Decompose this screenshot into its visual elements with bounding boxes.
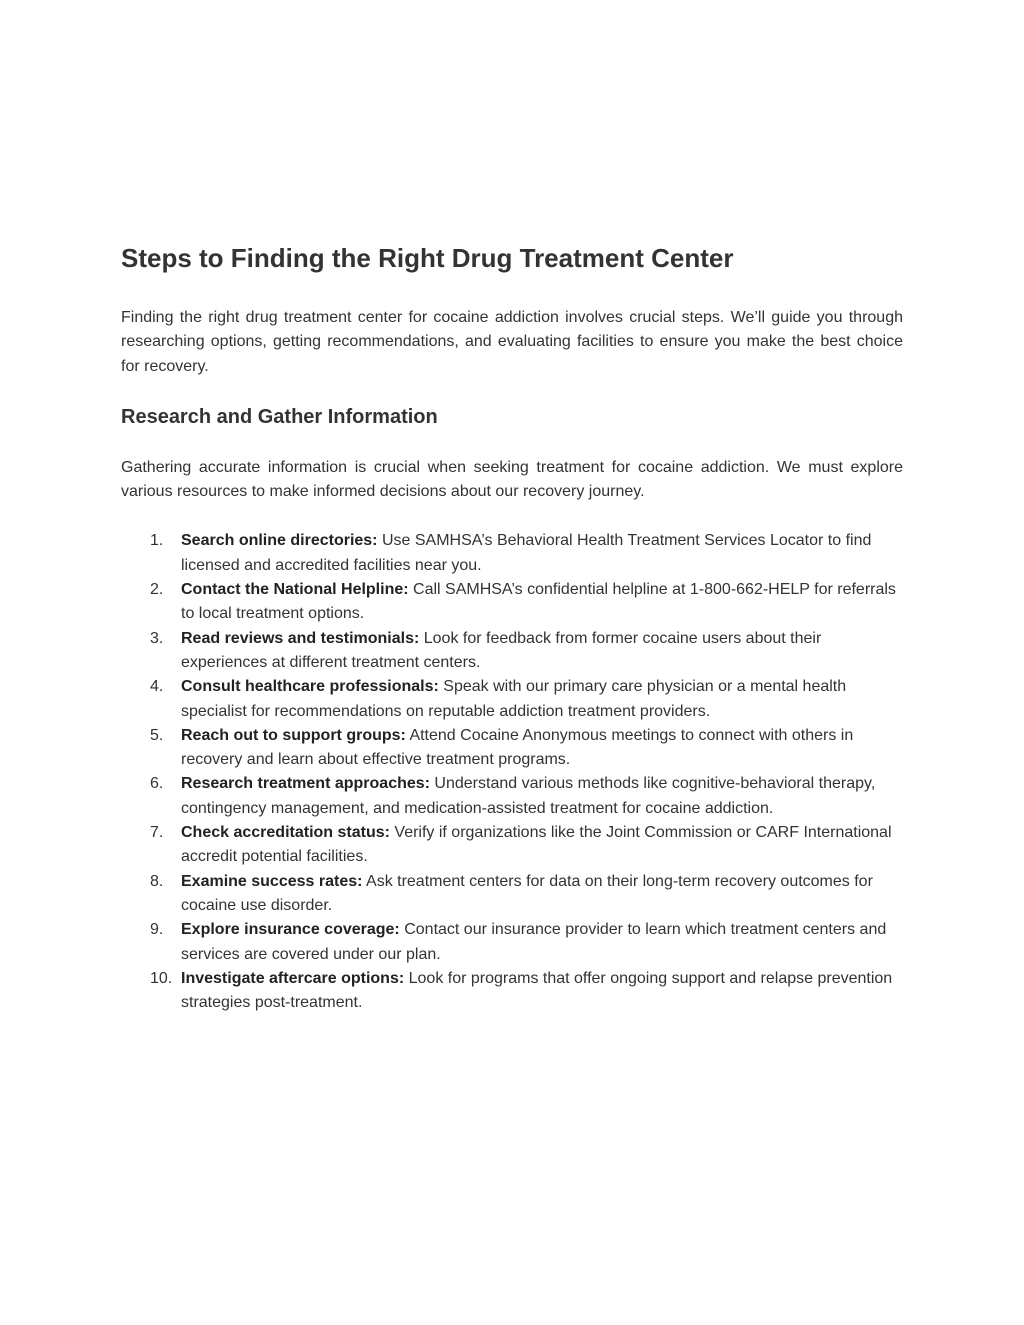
list-item bbox=[121, 918, 903, 967]
list-item-text: Contact our insurance provider to learn which treatment centers and services are covered under our plan. bbox=[181, 921, 887, 963]
list-item bbox=[121, 870, 903, 919]
list-item bbox=[121, 529, 903, 578]
section-heading: Research and Gather Information bbox=[121, 405, 438, 428]
list-item-text: Attend Cocaine Anonymous meetings to connect with others in recovery and learn about effective treatment programs. bbox=[181, 726, 854, 769]
list-item-term: Reach out to support groups: bbox=[181, 726, 406, 744]
list-item bbox=[121, 675, 903, 724]
list-item-number: 7. bbox=[150, 824, 164, 842]
list-item-number: 5. bbox=[150, 726, 164, 744]
list-item-number: 9. bbox=[150, 921, 164, 939]
list-item-text: Look for programs that offer ongoing support and relapse prevention strategies post-treatment. bbox=[181, 969, 893, 1012]
list-item-term: Contact the National Helpline: bbox=[181, 581, 409, 599]
list-item-number: 10. bbox=[150, 969, 173, 987]
list-item-text: Verify if organizations like the Joint Commission or CARF International accredit potential facilities. bbox=[181, 824, 892, 866]
list-item-number: 3. bbox=[150, 629, 164, 647]
list-item-text: Call SAMHSA’s confidential helpline at 1-800-662-HELP for referrals to local treatment options. bbox=[181, 581, 896, 623]
intro-paragraph: Finding the right drug treatment center for cocaine addiction involves crucial steps. We’ll guide you through researching options, getting recommendations, and evaluating facilities to ensure you make the best choice for recovery. bbox=[121, 309, 903, 375]
list-item-term: Explore insurance coverage: bbox=[181, 921, 400, 939]
list-item bbox=[121, 772, 903, 821]
steps-list bbox=[121, 529, 903, 1015]
list-item bbox=[121, 578, 903, 627]
list-item-term: Check accreditation status: bbox=[181, 824, 390, 842]
list-item-text: Understand various methods like cognitive-behavioral therapy, contingency management, and medication-assisted treatment for cocaine addiction. bbox=[181, 775, 876, 817]
section-lead-paragraph: Gathering accurate information is crucial when seeking treatment for cocaine addiction. We must explore various resources to make informed decisions about our recovery journey. bbox=[121, 458, 903, 501]
list-item-number: 6. bbox=[150, 775, 164, 793]
list-item-text: Look for feedback from former cocaine users about their experiences at different treatment centers. bbox=[181, 629, 822, 671]
list-item-term: Read reviews and testimonials: bbox=[181, 629, 420, 647]
list-item bbox=[121, 724, 903, 773]
list-item-term: Research treatment approaches: bbox=[181, 775, 430, 793]
list-item bbox=[121, 821, 903, 870]
list-item-text: Ask treatment centers for data on their long-term recovery outcomes for cocaine use disorder. bbox=[181, 872, 873, 914]
list-item-term: Consult healthcare professionals: bbox=[181, 678, 439, 696]
list-item-number: 1. bbox=[150, 532, 164, 550]
list-item-number: 8. bbox=[150, 872, 164, 890]
list-item-number: 4. bbox=[150, 678, 164, 696]
list-item-term: Investigate aftercare options: bbox=[181, 969, 405, 987]
list-item-term: Search online directories: bbox=[181, 532, 378, 550]
page-title: Steps to Finding the Right Drug Treatment Center bbox=[121, 243, 734, 273]
list-item-number: 2. bbox=[150, 581, 164, 599]
list-item-term: Examine success rates: bbox=[181, 872, 363, 890]
document-page bbox=[121, 240, 903, 1015]
list-item bbox=[121, 967, 903, 1016]
list-item bbox=[121, 627, 903, 676]
list-item-text: Use SAMHSA’s Behavioral Health Treatment Services Locator to find licensed and accredited facilities near you. bbox=[181, 532, 872, 574]
list-item-text: Speak with our primary care physician or a mental health specialist for recommendations on reputable addiction treatment providers. bbox=[181, 678, 847, 720]
